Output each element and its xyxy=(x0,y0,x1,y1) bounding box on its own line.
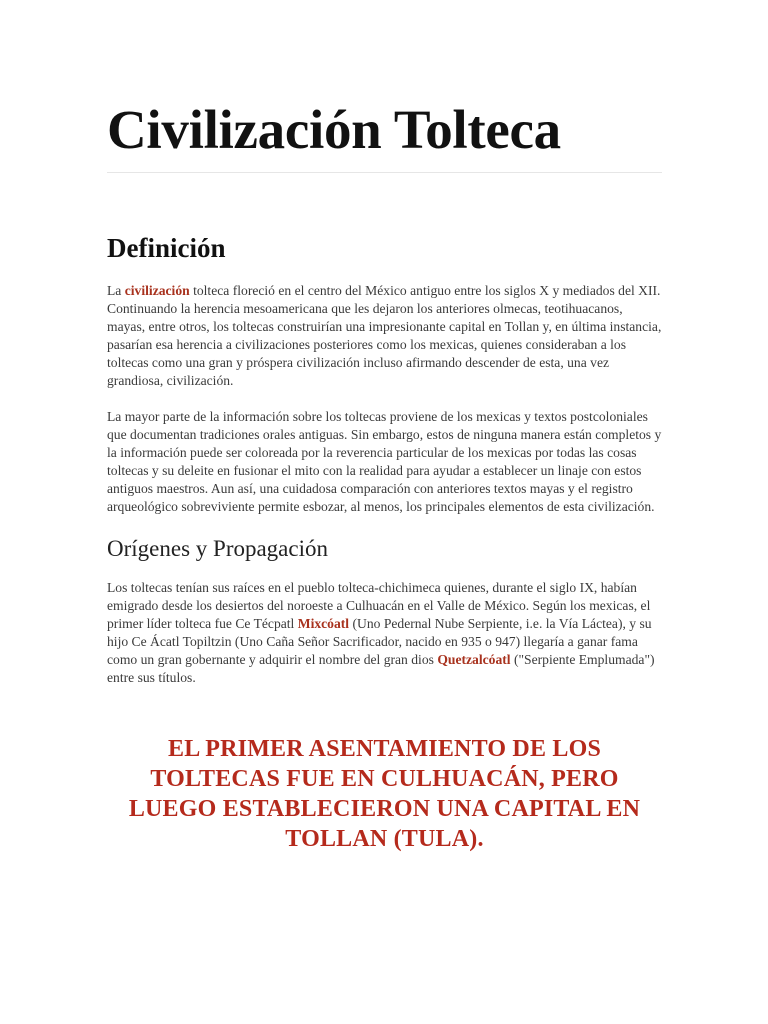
title-divider xyxy=(107,172,662,173)
paragraph-origenes-1 xyxy=(107,579,662,687)
text-run: ("Serpiente Emplumada") entre sus títulos. xyxy=(107,652,655,685)
section-heading-origenes: Orígenes y Propagación xyxy=(107,536,328,561)
text-run: (Uno Pedernal Nube Serpiente, i.e. la Vía Láctea), y su hijo Ce Ácatl Topiltzin (Uno Caña Señor Sacrificador, nacido en 935 o 947) llegaría a ganar fama como un gran gobernante y adquirir el nombre del gran dios xyxy=(107,616,652,667)
link-civilizacion[interactable]: civilización xyxy=(124,283,190,298)
link-mixcoatl[interactable]: Mixcóatl xyxy=(297,616,350,631)
text-run: tolteca floreció en el centro del México antiguo entre los siglos X y mediados del XII. Continuando la herencia mesoamericana que les dejaron los anteriores olmecas, teotihuacanos, mayas, entre otros, los toltecas construirían una impresionante capital en Tollan y, en última instancia, pasarían esa herencia a civilizaciones posteriores como los mexicas, quienes consideraban a los toltecas como una gran y próspera civilización incluso afirmando descender de esta, una vez grandiosa, civilización. xyxy=(107,283,662,388)
section-heading-definicion: Definición xyxy=(107,233,226,263)
page-title: Civilización Tolteca xyxy=(107,99,561,160)
text-run: Los toltecas tenían sus raíces en el pueblo tolteca-chichimeca quienes, durante el siglo IX, habían emigrado desde los desiertos del noroeste a Culhuacán en el Valle de México. Según los mexicas, el primer líder tolteca fue Ce Técpatl xyxy=(107,580,651,631)
paragraph-definicion-1 xyxy=(107,282,662,390)
highlight-banner: EL PRIMER ASENTAMIENTO DE LOS TOLTECAS FUE EN CULHUACÁN, PERO LUEGO ESTABLECIERON UNA CAPITAL EN TOLLAN (TULA). xyxy=(128,736,641,852)
text-run: La xyxy=(107,283,125,298)
document-page xyxy=(107,0,662,854)
paragraph-definicion-2: La mayor parte de la información sobre los toltecas proviene de los mexicas y textos postcoloniales que documentan tradiciones orales antiguas. Sin embargo, estos de ninguna manera están completos y la información puede ser coloreada por la reverencia particular de los mexicas por todas las cosas toltecas y su deleite en fusionar el mito con la realidad para ayudar a establecer un linaje con estos antiguos maestros. Aun así, una cuidadosa comparación con anteriores textos mayas y el registro arqueológico sobreviviente permite esbozar, al menos, los principales elementos de esta civilización. xyxy=(107,409,662,514)
link-quetzalcoatl[interactable]: Quetzalcóatl xyxy=(437,652,511,667)
